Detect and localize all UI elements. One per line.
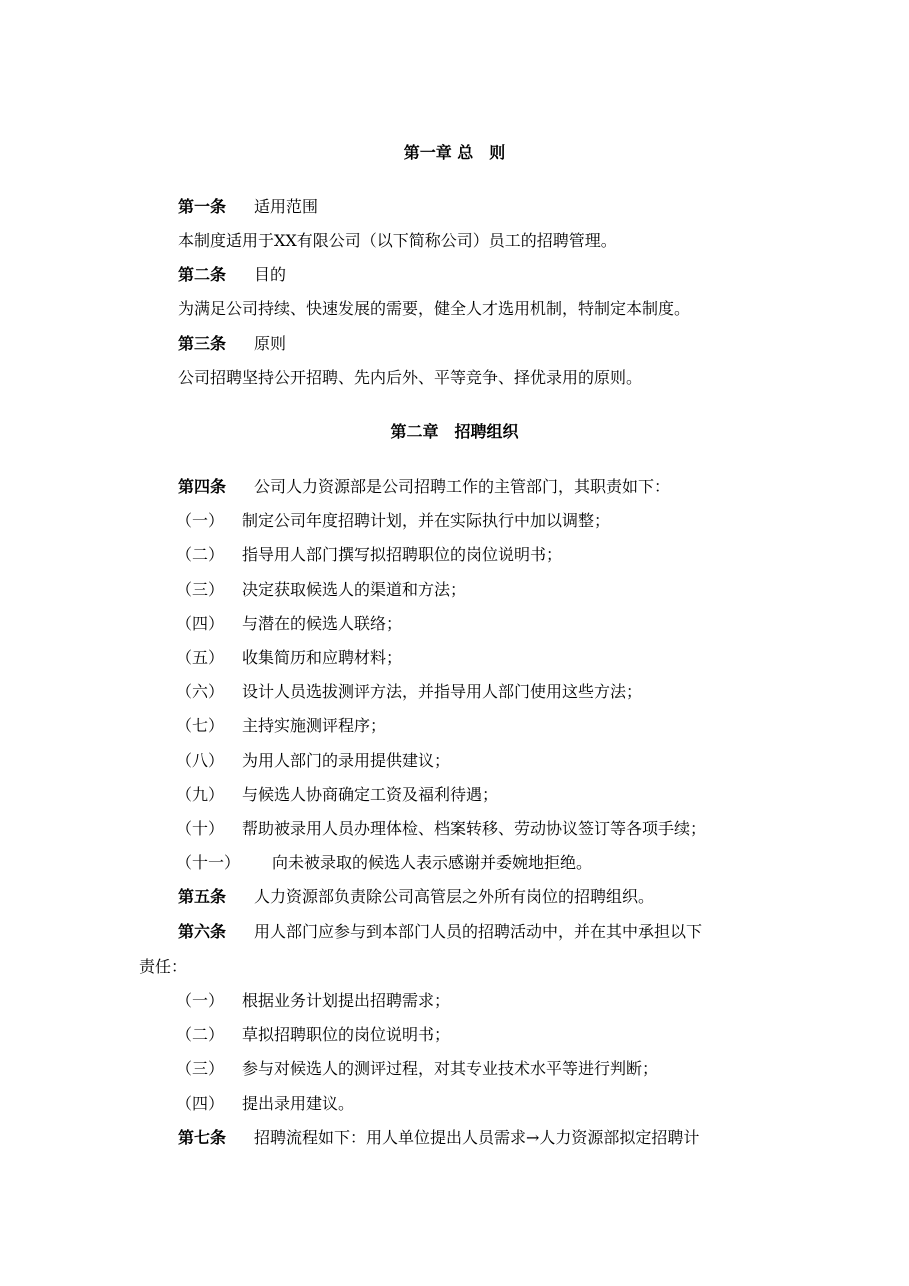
list-item-number: （三） bbox=[176, 1059, 225, 1078]
list-item-number: （十一） bbox=[176, 853, 241, 872]
list-item bbox=[176, 545, 562, 565]
list-item-text: 指导用人部门撰写拟招聘职位的岗位说明书； bbox=[242, 545, 563, 564]
list-item-number: （三） bbox=[176, 580, 225, 599]
list-item bbox=[176, 751, 450, 771]
list-item bbox=[176, 991, 450, 1011]
article-2-heading bbox=[178, 265, 286, 285]
article-label: 第七条 bbox=[178, 1128, 227, 1147]
article-6-continuation: 责任： bbox=[139, 957, 188, 976]
article-6 bbox=[178, 922, 702, 942]
article-label: 第二条 bbox=[178, 265, 227, 284]
list-item-text: 提出录用建议。 bbox=[242, 1094, 355, 1113]
article-3-heading bbox=[178, 334, 286, 354]
list-item-text: 设计人员选拔测评方法，并指导用人部门使用这些方法； bbox=[242, 682, 643, 701]
article-label: 第四条 bbox=[178, 477, 227, 496]
list-item bbox=[176, 819, 706, 839]
list-item bbox=[176, 1059, 658, 1079]
list-item bbox=[176, 648, 402, 668]
list-item-text: 草拟招聘职位的岗位说明书； bbox=[242, 1025, 451, 1044]
article-title: 目的 bbox=[254, 265, 287, 284]
list-item bbox=[176, 853, 592, 873]
article-label: 第一条 bbox=[178, 197, 227, 216]
list-item-text: 与潜在的候选人联络； bbox=[242, 614, 403, 633]
list-item bbox=[176, 511, 610, 531]
article-label: 第五条 bbox=[178, 887, 227, 906]
article-title: 适用范围 bbox=[254, 197, 319, 216]
article-text: 用人部门应参与到本部门人员的招聘活动中，并在其中承担以下 bbox=[254, 922, 703, 941]
article-label: 第三条 bbox=[178, 334, 227, 353]
list-item-text: 主持实施测评程序； bbox=[242, 716, 387, 735]
article-2-text: 为满足公司持续、快速发展的需要，健全人才选用机制，特制定本制度。 bbox=[178, 299, 691, 318]
article-title: 原则 bbox=[254, 334, 287, 353]
chapter-2-title: 第二章 招聘组织 bbox=[390, 422, 519, 441]
list-item-text: 帮助被录用人员办理体检、档案转移、劳动协议签订等各项手续； bbox=[242, 819, 707, 838]
list-item-number: （二） bbox=[176, 1025, 225, 1044]
article-7 bbox=[178, 1128, 699, 1148]
list-item bbox=[176, 614, 402, 634]
list-item-text: 根据业务计划提出招聘需求； bbox=[242, 991, 451, 1010]
list-item bbox=[176, 580, 466, 600]
article-4-heading bbox=[178, 477, 670, 497]
list-item-number: （二） bbox=[176, 545, 225, 564]
list-item bbox=[176, 716, 386, 736]
list-item bbox=[176, 1025, 450, 1045]
article-text: 招聘流程如下：用人单位提出人员需求→人力资源部拟定招聘计 bbox=[254, 1128, 700, 1147]
list-item-text: 收集简历和应聘材料； bbox=[242, 648, 403, 667]
article-3-text: 公司招聘坚持公开招聘、先内后外、平等竞争、择优录用的原则。 bbox=[178, 368, 643, 387]
chapter-1-title: 第一章 总 则 bbox=[403, 143, 506, 162]
list-item-number: （五） bbox=[176, 648, 225, 667]
article-1-heading bbox=[178, 197, 318, 217]
article-5 bbox=[178, 887, 654, 907]
list-item bbox=[176, 1094, 354, 1114]
article-text: 人力资源部负责除公司高管层之外所有岗位的招聘组织。 bbox=[254, 887, 655, 906]
list-item-number: （十） bbox=[176, 819, 225, 838]
list-item-number: （四） bbox=[176, 614, 225, 633]
list-item-number: （九） bbox=[176, 785, 225, 804]
list-item bbox=[176, 682, 642, 702]
list-item-number: （四） bbox=[176, 1094, 225, 1113]
article-label: 第六条 bbox=[178, 922, 227, 941]
list-item-text: 制定公司年度招聘计划，并在实际执行中加以调整； bbox=[242, 511, 611, 530]
article-text: 公司人力资源部是公司招聘工作的主管部门，其职责如下： bbox=[254, 477, 671, 496]
list-item-number: （七） bbox=[176, 716, 225, 735]
list-item-number: （一） bbox=[176, 991, 225, 1010]
list-item bbox=[176, 785, 498, 805]
article-1-text: 本制度适用于XX有限公司（以下简称公司）员工的招聘管理。 bbox=[178, 231, 617, 250]
list-item-number: （八） bbox=[176, 751, 225, 770]
list-item-number: （六） bbox=[176, 682, 225, 701]
list-item-text: 决定获取候选人的渠道和方法； bbox=[242, 580, 467, 599]
list-item-text: 参与对候选人的测评过程，对其专业技术水平等进行判断； bbox=[242, 1059, 659, 1078]
list-item-number: （一） bbox=[176, 511, 225, 530]
list-item-text: 向未被录取的候选人表示感谢并委婉地拒绝。 bbox=[272, 853, 593, 872]
list-item-text: 与候选人协商确定工资及福利待遇； bbox=[242, 785, 499, 804]
list-item-text: 为用人部门的录用提供建议； bbox=[242, 751, 451, 770]
